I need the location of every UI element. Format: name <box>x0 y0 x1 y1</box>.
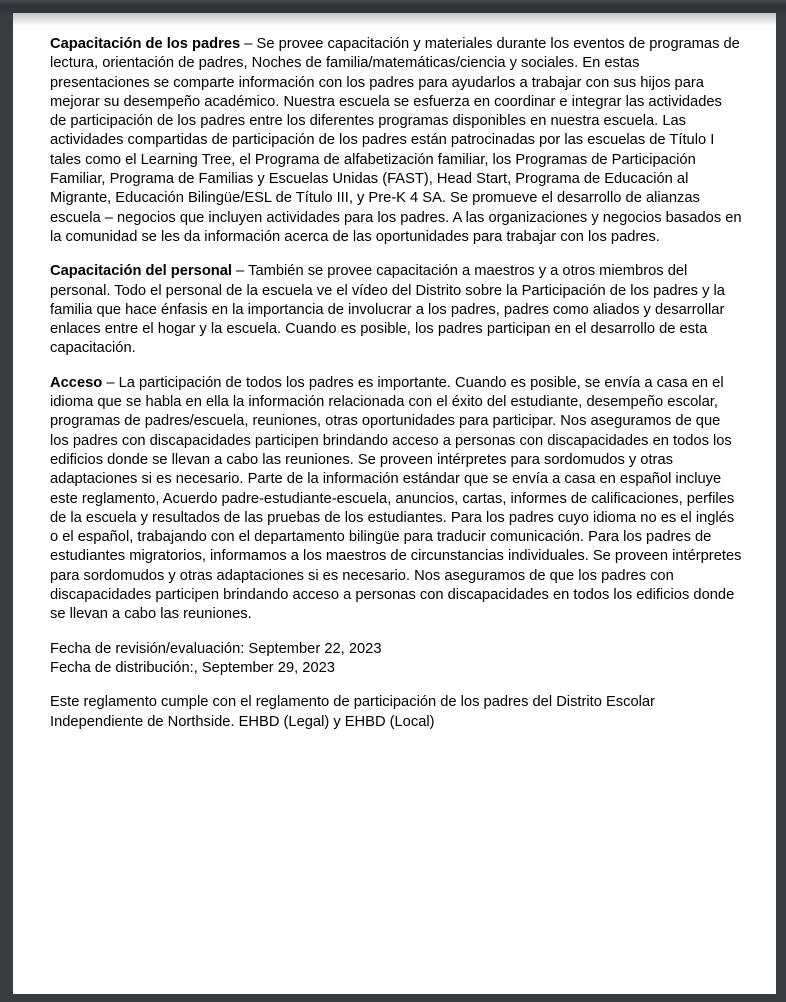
paragraph-staff-training <box>50 262 742 358</box>
paragraph-access-text: – La participación de todos los padres es importante. Cuando es posible, se envía a casa en el idioma que se habla en ella la información relacionada con el éxito del estudiante, desempeño escolar, programas de padres/escuela, reuniones, otras oportunidades para participar. Nos aseguramos de que los padres con discapacidades participen brindando acceso a personas con discapacidades en todos los edificios donde se llevan a cabo las reuniones. Se proveen intérpretes para sordomudos y otras adaptaciones si es necesario. Parte de la información estándar que se envía a casa en español incluye este reglamento, Acuerdo padre-estudiante-escuela, anuncios, cartas, informes de calificaciones, perfiles de la escuela y resultados de las pruebas de los estudiantes. Para los padres cuyo idioma no es el inglés o el español, trabajando con el departamento bilingüe para traducir comunicación. Para los padres de estudiantes migratorios, informamos a los maestros de circunstancias individuales. Se proveen intérpretes para sordomudos y otras adaptaciones si es necesario. Nos aseguramos de que los padres con discapacidades participen brindando acceso a personas con discapacidades en todos los edificios donde se llevan a cabo las reuniones. <box>50 374 742 623</box>
document-page <box>13 13 776 994</box>
paragraph-access-heading: Acceso <box>50 374 103 391</box>
paragraph-staff-training-heading: Capacitación del personal <box>50 263 233 280</box>
viewer-top-strip <box>0 0 786 13</box>
paragraph-staff-training-text: – También se provee capacitación a maestros y a otros miembros del personal. Todo el personal de la escuela ve el vídeo del Distrito sobre la Participación de los padres y la familia que hace énfasis en la importancia de involucrar a los padres, padres como aliados y desarrollar enlaces entre el hogar y la escuela. Cuando es posible, los padres participan en el desarrollo de esta capacitación. <box>50 263 725 357</box>
paragraph-parent-training <box>50 35 742 247</box>
paragraph-parent-training-heading: Capacitación de los padres <box>50 36 241 52</box>
revision-date-line: Fecha de revisión/evaluación: September 22, 2023 <box>50 640 382 657</box>
document-content <box>13 13 776 732</box>
paragraph-parent-training-text: – Se provee capacitación y materiales durante los eventos de programas de lectura, orientación de padres, Noches de familia/matemáticas/ciencia y sociales. En estas presentaciones se comparte información con los padres para ayudarlos a trabajar con sus hijos para mejorar su desempeño académico. Nuestra escuela se esfuerza en coordinar e integrar las actividades de participación de los padres entre los diferentes programas disponibles en nuestra escuela. Las actividades compartidas de participación de los padres están patrocinadas por las escuelas de Título I tales como el Learning Tree, el Programa de alfabetización familiar, los Programas de Participación Familiar, Programa de Familias y Escuelas Unidas (FAST), Head Start, Programa de Educación al Migrante, Educación Bilingüe/ESL de Título III, y Pre-K 4 SA. Se promueve el desarrollo de alianzas escuela – negocios que incluyen actividades para los padres. A las organizaciones y negocios basados en la comunidad se les da información acerca de las oportunidades para trabajar con los padres. <box>50 36 742 245</box>
paragraph-closing: Este reglamento cumple con el reglamento de participación de los padres del Distrito Escolar Independiente de Northside. EHBD (Legal) y EHBD (Local) <box>50 694 655 730</box>
distribution-date-line: Fecha de distribución:, September 29, 2023 <box>50 659 335 676</box>
paragraph-access <box>50 374 742 625</box>
